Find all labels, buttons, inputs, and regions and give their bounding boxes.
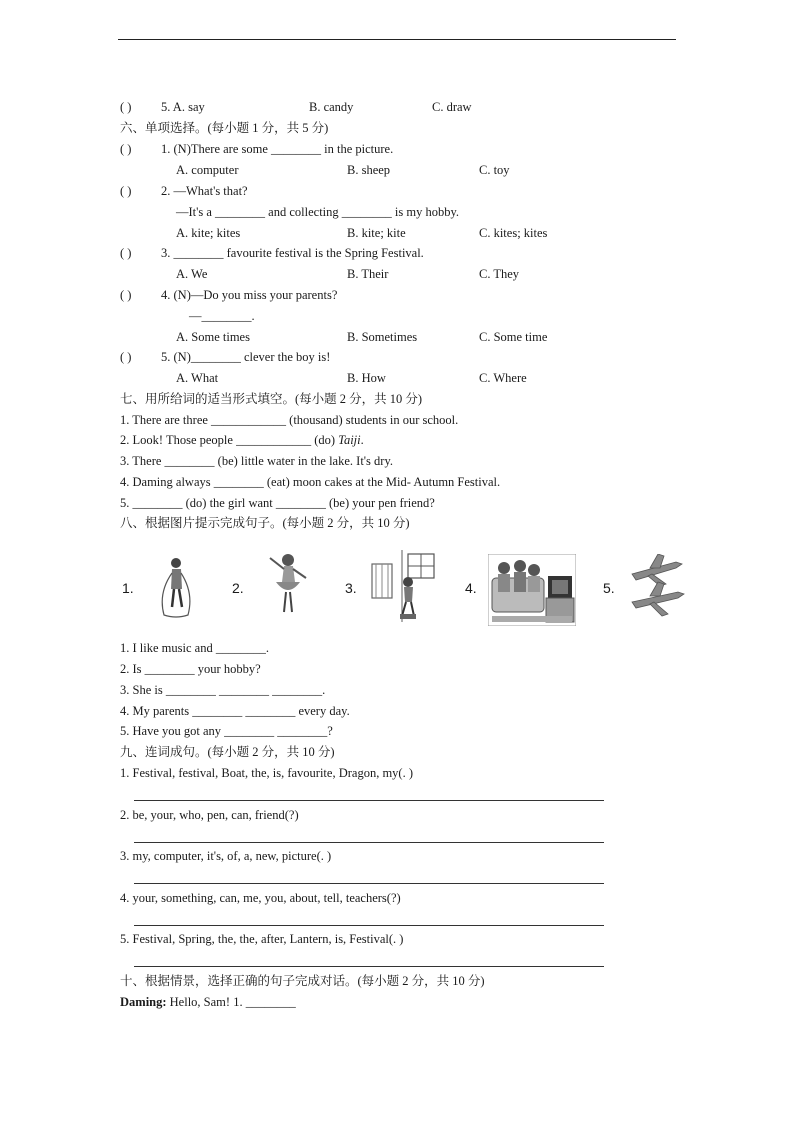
s7-line5: 5. ________ (do) the girl want ________ (be) your pen friend? (120, 496, 435, 510)
s6-q1-option-c: C. toy (479, 163, 510, 177)
picture-number-2: 2. (232, 580, 244, 596)
s6-q3-option-c: C. They (479, 267, 520, 281)
s6-q5-option-b: B. How (347, 371, 386, 385)
s7-line1: 1. There are three ____________ (thousand) students in our school. (120, 413, 459, 427)
s10-dialogue-line (120, 995, 296, 1010)
picture-number-1: 1. (122, 580, 134, 596)
s9-answer-line-2 (134, 842, 604, 843)
s6-q3-option-a: A. We (176, 267, 208, 281)
s6-q3-option-b: B. Their (347, 267, 389, 281)
section10-title: 十、根据情景，选择正确的句子完成对话。(每小题 2 分，共 10 分) (120, 974, 485, 988)
picture-number-4: 4. (465, 580, 477, 596)
s9-answer-line-5 (134, 966, 604, 967)
section6-title: 六、单项选择。(每小题 1 分，共 5 分) (120, 121, 329, 135)
family-watching-tv-image (488, 554, 576, 626)
section7-title: 七、用所给词的适当形式填空。(每小题 2 分，共 10 分) (120, 392, 423, 406)
s6-q4-stem: 4. (N)—Do you miss your parents? (161, 288, 338, 302)
s8-line2: 2. Is ________ your hobby? (120, 662, 261, 676)
s8-line4: 4. My parents ________ ________ every day. (120, 704, 350, 718)
s9-answer-line-3 (134, 883, 604, 884)
s6-q5-stem: 5. (N)________ clever the boy is! (161, 350, 331, 364)
jump-rope-girl-image (148, 553, 206, 619)
header-rule (118, 39, 676, 40)
s6-q4-paren: ( ) (120, 288, 132, 302)
s6-q4-option-b: B. Sometimes (347, 330, 418, 344)
s6-q2-paren: ( ) (120, 184, 132, 198)
picture-number-5: 5. (603, 580, 615, 596)
s6-q4-option-c: C. Some time (479, 330, 548, 344)
s7-line2 (120, 433, 364, 448)
toy-planes-image (626, 554, 692, 622)
s8-line1: 1. I like music and ________. (120, 641, 269, 655)
s6-q1-option-a: A. computer (176, 163, 239, 177)
s6-q2-option-b: B. kite; kite (347, 226, 406, 240)
section8-title: 八、根据图片提示完成句子。(每小题 2 分，共 10 分) (120, 516, 410, 530)
s9-line5: 5. Festival, Spring, the, the, after, Lantern, is, Festival(. ) (120, 932, 404, 946)
s8-line5: 5. Have you got any ________ ________? (120, 724, 333, 738)
s6-q2-stem: 2. —What's that? (161, 184, 248, 198)
s9-line3: 3. my, computer, it's, of, a, new, picture(. ) (120, 849, 332, 863)
s6-q4-stem2: —________. (189, 309, 255, 323)
picture-number-3: 3. (345, 580, 357, 596)
prev-q5-option-b: B. candy (309, 100, 354, 114)
dancing-girl-image (258, 550, 316, 620)
s7-line2-text: 2. Look! Those people ____________ (do) (120, 433, 339, 447)
s9-line2: 2. be, your, who, pen, can, friend(?) (120, 808, 299, 822)
s7-line2-taiji: Taiji (338, 433, 361, 447)
s6-q4-option-a: A. Some times (176, 330, 250, 344)
s9-line1: 1. Festival, festival, Boat, the, is, favourite, Dragon, my(. ) (120, 766, 413, 780)
s7-line3: 3. There ________ (be) little water in the lake. It's dry. (120, 454, 394, 468)
s6-q2-stem2: —It's a ________ and collecting ________ is my hobby. (176, 205, 460, 219)
s9-line4: 4. your, something, can, me, you, about, tell, teachers(?) (120, 891, 401, 905)
s6-q5-option-a: A. What (176, 371, 219, 385)
s7-line2-end: . (360, 433, 364, 447)
prev-q5-paren: ( ) (120, 100, 132, 114)
s10-dialogue-text: Hello, Sam! 1. ________ (166, 995, 296, 1009)
s8-line3: 3. She is ________ ________ ________. (120, 683, 326, 697)
s6-q2-option-a: A. kite; kites (176, 226, 241, 240)
s10-speaker: Daming: (120, 995, 167, 1009)
s6-q1-option-b: B. sheep (347, 163, 391, 177)
s7-line4: 4. Daming always ________ (eat) moon cakes at the Mid- Autumn Festival. (120, 475, 501, 489)
s6-q1-stem: 1. (N)There are some ________ in the picture. (161, 142, 394, 156)
section9-title: 九、连词成句。(每小题 2 分，共 10 分) (120, 745, 335, 759)
s6-q3-stem: 3. ________ favourite festival is the Spring Festival. (161, 246, 424, 260)
prev-q5-option-c: C. draw (432, 100, 472, 114)
s9-answer-line-1 (134, 800, 604, 801)
prev-q5-option-a: 5. A. say (161, 100, 205, 114)
s6-q5-option-c: C. Where (479, 371, 527, 385)
s6-q1-paren: ( ) (120, 142, 132, 156)
s9-answer-line-4 (134, 925, 604, 926)
s6-q2-option-c: C. kites; kites (479, 226, 548, 240)
s6-q3-paren: ( ) (120, 246, 132, 260)
climbing-girl-image (370, 550, 436, 622)
s6-q5-paren: ( ) (120, 350, 132, 364)
